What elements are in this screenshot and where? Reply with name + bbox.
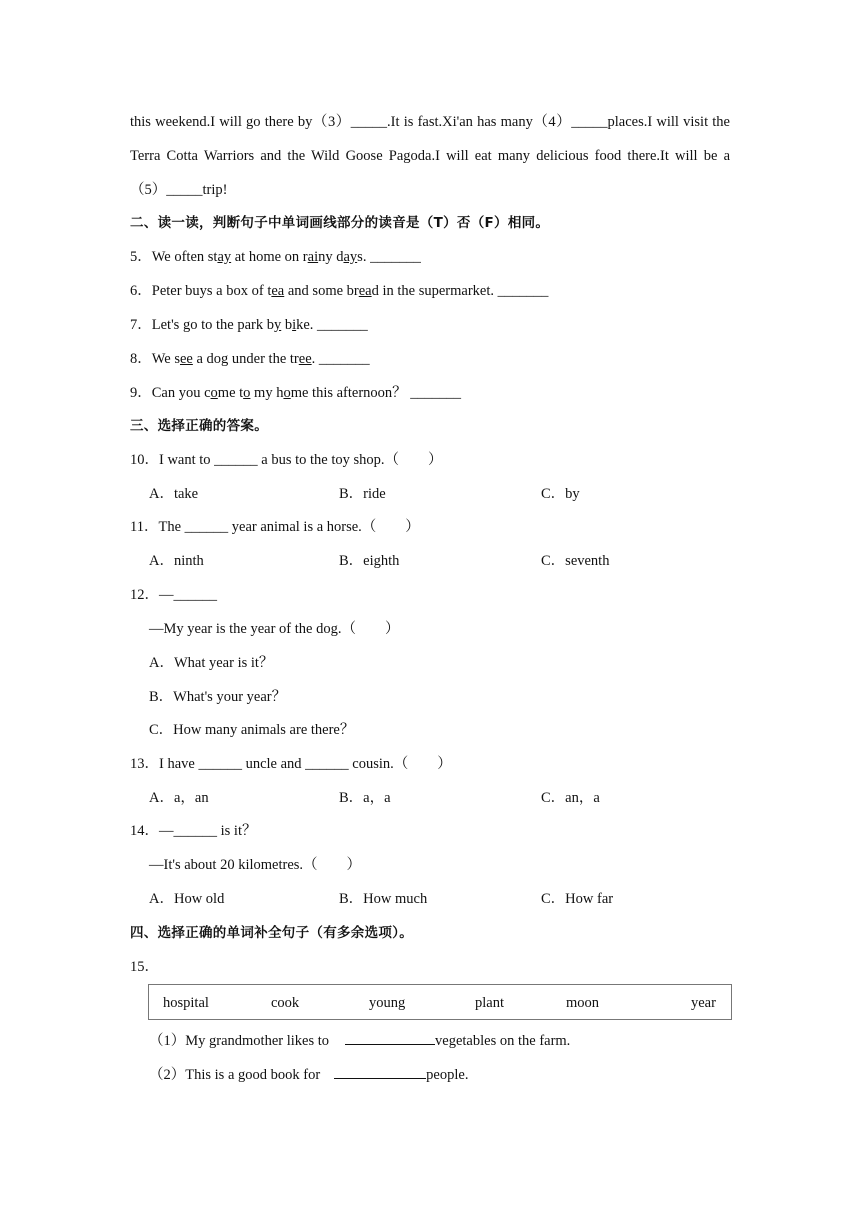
word-bank-item: year — [691, 995, 716, 1011]
question-13-stem: 13．I have ______ uncle and ______ cousin.（ ） — [130, 756, 452, 772]
word-bank-box — [148, 984, 732, 1020]
q12-option-c: C．How many animals are there？ — [149, 722, 355, 738]
q5-text-a: 5．We often st — [130, 249, 218, 265]
q9-text-d: me this afternoon？ _______ — [290, 385, 462, 401]
q9-text-a: 9．Can you c — [130, 385, 211, 401]
q10-option-c: C．by — [541, 486, 580, 502]
q5-text-c: ny d — [318, 249, 344, 265]
q15-sentence-1 — [149, 1030, 570, 1050]
q8-text-b: a dog under the tr — [192, 351, 299, 367]
q7-text-c: ke. _______ — [296, 317, 368, 333]
q5-underline-1: ay — [217, 249, 232, 265]
q10-option-a: A．take — [149, 486, 199, 502]
word-bank-item: young — [369, 995, 406, 1011]
q5-underline-3: ay — [343, 249, 358, 265]
q6-underline-1: ea — [271, 283, 285, 299]
q7-underline-1: y — [273, 317, 282, 333]
question-14-response: —It's about 20 kilometres.（ ） — [149, 857, 362, 873]
q15-s2-blank[interactable] — [334, 1064, 426, 1079]
q5-text-b: at home on r — [231, 249, 308, 265]
word-bank-item: moon — [566, 995, 600, 1011]
passage-line-1: this weekend.I will go there by（3）_____.It is fast.Xi'an has many（4）_____places.I will visit the — [130, 114, 730, 130]
question-12-stem: 12．—______ — [130, 587, 217, 603]
q7-underline-2: i — [292, 317, 297, 333]
q8-text-c: . _______ — [311, 351, 370, 367]
question-15-number: 15． — [130, 959, 159, 975]
word-bank-item: hospital — [163, 995, 209, 1011]
q5-underline-2: ai — [307, 249, 319, 265]
passage-line-3: （5）_____trip! — [130, 182, 228, 198]
question-8 — [130, 350, 370, 368]
section-4-heading: 四、选择正确的单词补全句子（有多余选项）。 — [130, 925, 414, 941]
q9-text-b: me t — [217, 385, 244, 401]
q13-option-c: C．an，a — [541, 790, 600, 806]
q7-text-b: b — [281, 317, 293, 333]
question-12-response: —My year is the year of the dog.（ ） — [149, 621, 400, 637]
q14-option-b: B．How much — [339, 891, 428, 907]
q15-sentence-2 — [149, 1064, 468, 1084]
q7-text-a: 7．Let's go to the park b — [130, 317, 274, 333]
q8-text-a: 8．We s — [130, 351, 180, 367]
section-3-heading: 三、选择正确的答案。 — [130, 418, 268, 434]
q9-underline-1: o — [210, 385, 218, 401]
q15-s1-blank[interactable] — [345, 1030, 435, 1045]
q15-s2-post: people. — [426, 1067, 469, 1083]
q9-text-c: my h — [250, 385, 284, 401]
question-5 — [130, 248, 421, 266]
q13-option-a: A．a，an — [149, 790, 209, 806]
question-11-stem: 11．The ______ year animal is a horse.（ ） — [130, 519, 420, 535]
q13-option-b: B．a，a — [339, 790, 391, 806]
question-10-stem: 10．I want to ______ a bus to the toy shop.（ ） — [130, 452, 443, 468]
section-2-heading: 二、读一读，判断句子中单词画线部分的读音是（T）否（F）相同。 — [130, 215, 550, 231]
q11-option-c: C．seventh — [541, 553, 610, 569]
q8-underline-2: ee — [298, 351, 312, 367]
q9-underline-3: o — [283, 385, 291, 401]
question-6 — [130, 282, 548, 300]
q12-option-a: A．What year is it？ — [149, 655, 274, 671]
q6-text-a: 6．Peter buys a box of t — [130, 283, 272, 299]
q15-s2-pre: （2）This is a good book for — [149, 1067, 321, 1083]
word-bank-item: cook — [271, 995, 300, 1011]
q15-s1-post: vegetables on the farm. — [435, 1033, 571, 1049]
q15-s1-pre: （1）My grandmother likes to — [149, 1033, 330, 1049]
q12-option-b: B．What's your year？ — [149, 689, 287, 705]
question-7 — [130, 316, 368, 334]
question-9 — [130, 384, 461, 402]
q11-option-a: A．ninth — [149, 553, 204, 569]
passage-line-2: Terra Cotta Warriors and the Wild Goose Pagoda.I will eat many delicious food there.It will be a — [130, 148, 730, 164]
q9-underline-2: o — [243, 385, 251, 401]
q6-text-c: d in the supermarket. _______ — [371, 283, 549, 299]
q6-underline-2: ea — [358, 283, 372, 299]
q14-option-a: A．How old — [149, 891, 225, 907]
word-bank-item: plant — [475, 995, 504, 1011]
q10-option-b: B．ride — [339, 486, 386, 502]
q8-underline-1: ee — [179, 351, 193, 367]
question-14-stem: 14．—______ is it？ — [130, 823, 257, 839]
q14-option-c: C．How far — [541, 891, 614, 907]
q11-option-b: B．eighth — [339, 553, 400, 569]
q6-text-b: and some br — [284, 283, 359, 299]
q5-text-d: s. _______ — [357, 249, 421, 265]
